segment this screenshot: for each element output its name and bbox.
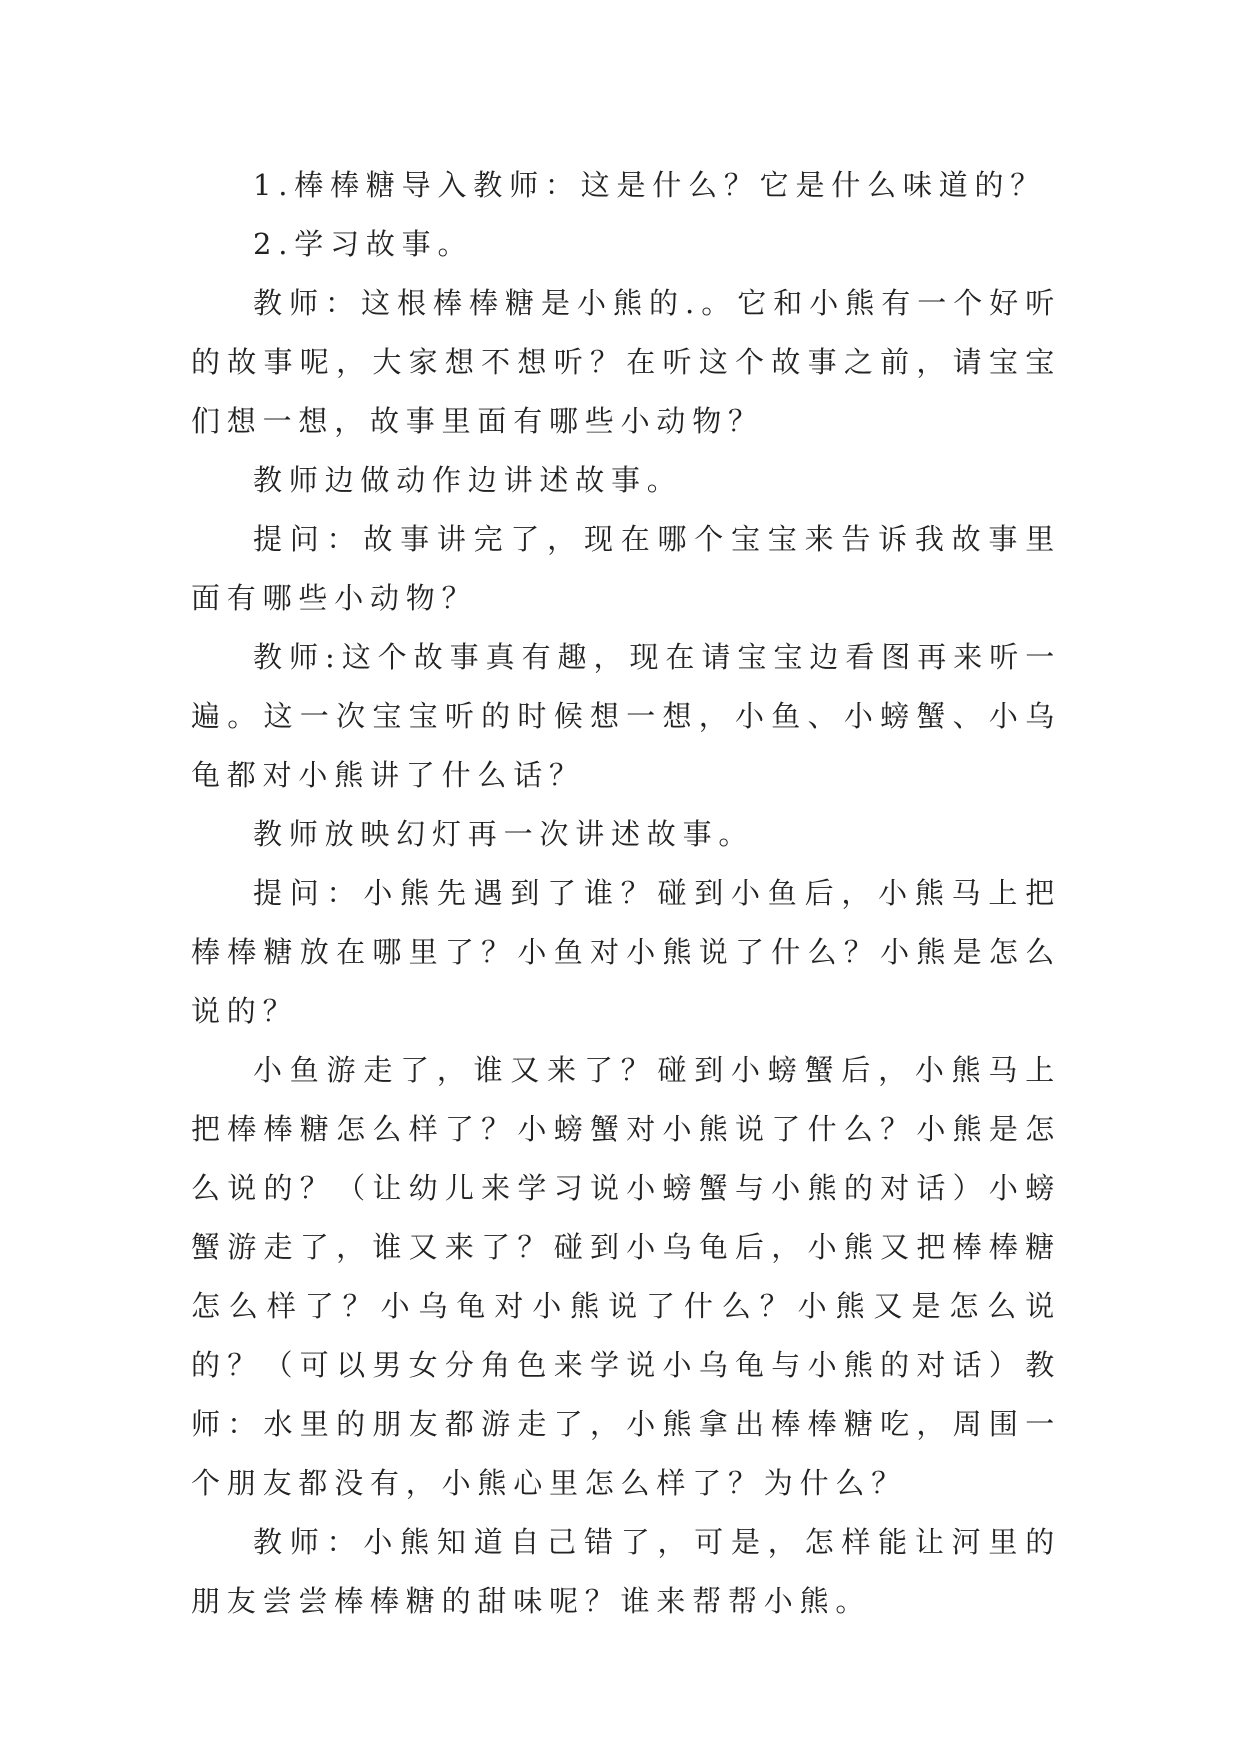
paragraph-10: 教师：小熊知道自己错了，可是，怎样能让河里的朋友尝尝棒棒糖的甜味呢？谁来帮帮小熊。 [191, 1525, 1061, 1618]
paragraph-6: 教师:这个故事真有趣，现在请宝宝边看图再来听一遍。这一次宝宝听的时候想一想，小鱼、小螃蟹、小乌龟都对小熊讲了什么话？ [191, 640, 1061, 792]
paragraph-5: 提问：故事讲完了，现在哪个宝宝来告诉我故事里面有哪些小动物？ [191, 522, 1061, 615]
document-body [191, 156, 1061, 1631]
paragraph-4: 教师边做动作边讲述故事。 [253, 463, 683, 497]
paragraph-7: 教师放映幻灯再一次讲述故事。 [253, 817, 755, 851]
paragraph-2: 2.学习故事。 [253, 227, 474, 261]
paragraph-9: 小鱼游走了，谁又来了？碰到小螃蟹后，小熊马上把棒棒糖怎么样了？小螃蟹对小熊说了什么？小熊是怎么说的？（让幼儿来学习说小螃蟹与小熊的对话）小螃蟹游走了，谁又来了？碰到小乌龟后，小熊又把棒棒糖怎么样了？小乌龟对小熊说了什么？小熊又是怎么说的？（可以男女分角色来学说小乌龟与小熊的对话）教师：水里的朋友都游走了，小熊拿出棒棒糖吃，周围一个朋友都没有，小熊心里怎么样了？为什么？ [191, 1053, 1061, 1500]
paragraph-3: 教师：这根棒棒糖是小熊的.。它和小熊有一个好听的故事呢，大家想不想听？在听这个故事之前，请宝宝们想一想，故事里面有哪些小动物？ [191, 286, 1061, 438]
paragraph-8: 提问：小熊先遇到了谁？碰到小鱼后，小熊马上把棒棒糖放在哪里了？小鱼对小熊说了什么？小熊是怎么说的？ [191, 876, 1061, 1028]
paragraph-1: 1.棒棒糖导入教师：这是什么？它是什么味道的？ [253, 168, 1047, 202]
